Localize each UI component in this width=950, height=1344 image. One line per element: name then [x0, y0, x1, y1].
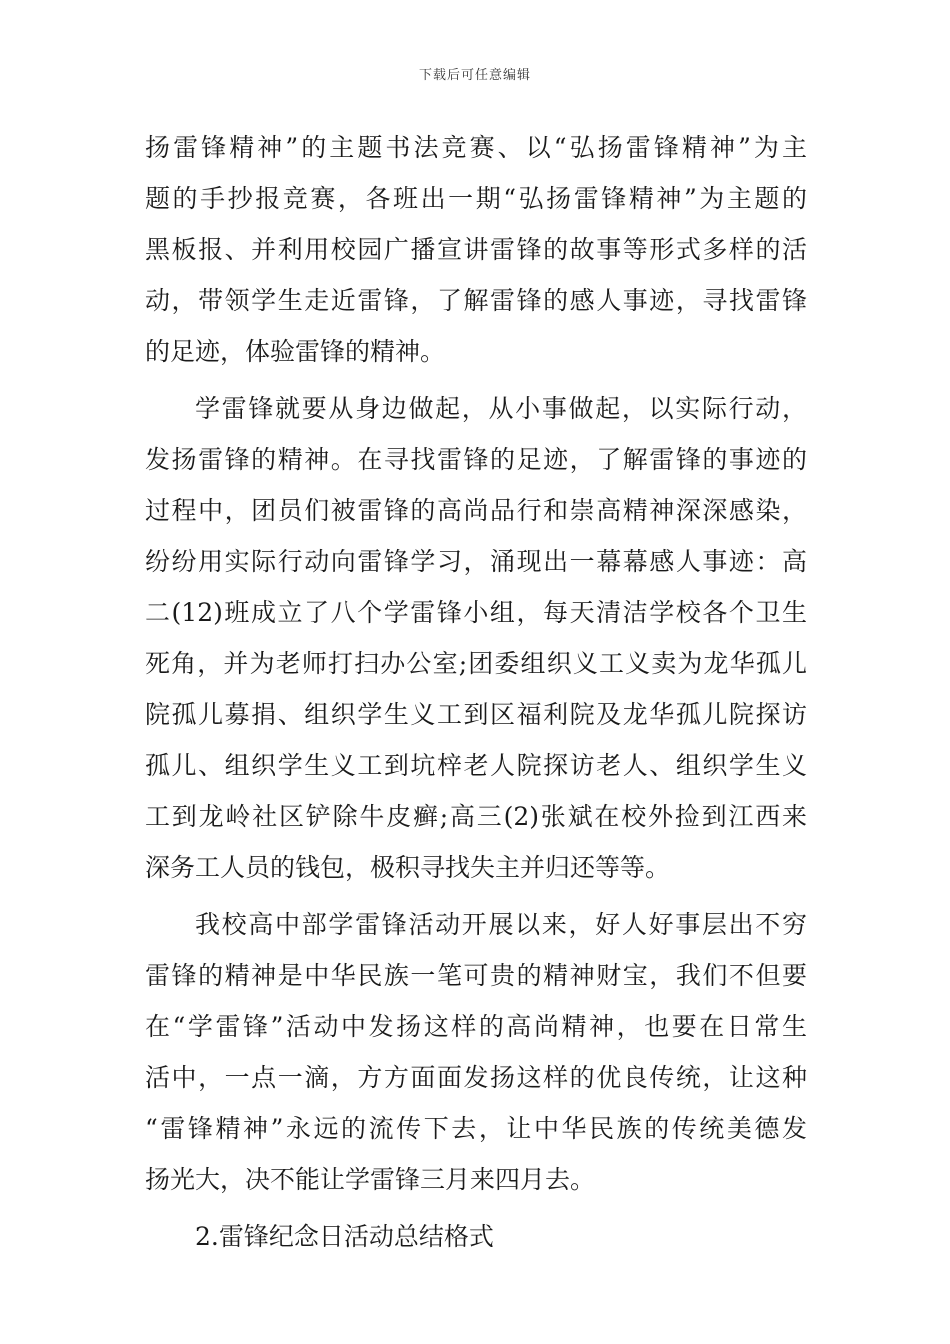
paragraph-1: [145, 122, 807, 377]
text-line: 我校高中部学雷锋活动开展以来，好人好事层出不穷: [195, 910, 807, 939]
text-line: 工到龙岭社区铲除牛皮癣;高三(2)张斌在校外捡到江西来: [145, 802, 807, 831]
text-line: 发扬雷锋的精神。在寻找雷锋的足迹，了解雷锋的事迹的: [145, 445, 807, 474]
section-heading: [145, 1211, 807, 1262]
text-line: 雷锋的精神是中华民族一笔可贵的精神财宝，我们不但要: [145, 961, 807, 990]
text-line: “雷锋精神”永远的流传下去，让中华民族的传统美德发: [145, 1114, 807, 1143]
text-line: 的足迹，体验雷锋的精神。: [145, 337, 446, 366]
text-line: 在“学雷锋”活动中发扬这样的高尚精神，也要在日常生: [145, 1012, 807, 1041]
page-header: 下载后可任意编辑: [418, 68, 531, 83]
text-line: 死角，并为老师打扫办公室;团委组织义工义卖为龙华孤儿: [145, 649, 807, 678]
text-line: 活中，一点一滴，方方面面发扬这样的优良传统，让这种: [145, 1063, 807, 1092]
text-line: 动，带领学生走近雷锋，了解雷锋的感人事迹，寻找雷锋: [145, 286, 807, 315]
text-line: 题的手抄报竞赛，各班出一期“弘扬雷锋精神”为主题的: [145, 184, 807, 213]
document-body: [145, 122, 807, 1262]
text-line: 纷纷用实际行动向雷锋学习，涌现出一幕幕感人事迹：高: [145, 547, 807, 576]
text-line: 院孤儿募捐、组织学生义工到区福利院及龙华孤儿院探访: [145, 700, 807, 729]
text-line: 黑板报、并利用校园广播宣讲雷锋的故事等形式多样的活: [145, 235, 807, 264]
text-line: 扬光大，决不能让学雷锋三月来四月去。: [145, 1165, 596, 1194]
text-line: 二(12)班成立了八个学雷锋小组，每天清洁学校各个卫生: [145, 598, 807, 627]
paragraph-2: [145, 383, 807, 893]
text-line: 扬雷锋精神”的主题书法竞赛、以“弘扬雷锋精神”为主: [145, 133, 807, 162]
text-line: 深务工人员的钱包，极积寻找失主并归还等等。: [145, 853, 671, 882]
text-line: 孤儿、组织学生义工到坑梓老人院探访老人、组织学生义: [145, 751, 807, 780]
text-line: 学雷锋就要从身边做起，从小事做起，以实际行动，: [195, 394, 807, 423]
text-line: 过程中，团员们被雷锋的高尚品行和崇高精神深深感染，: [145, 496, 807, 525]
paragraph-3: [145, 899, 807, 1205]
heading-line: 2.雷锋纪念日活动总结格式: [195, 1222, 494, 1251]
